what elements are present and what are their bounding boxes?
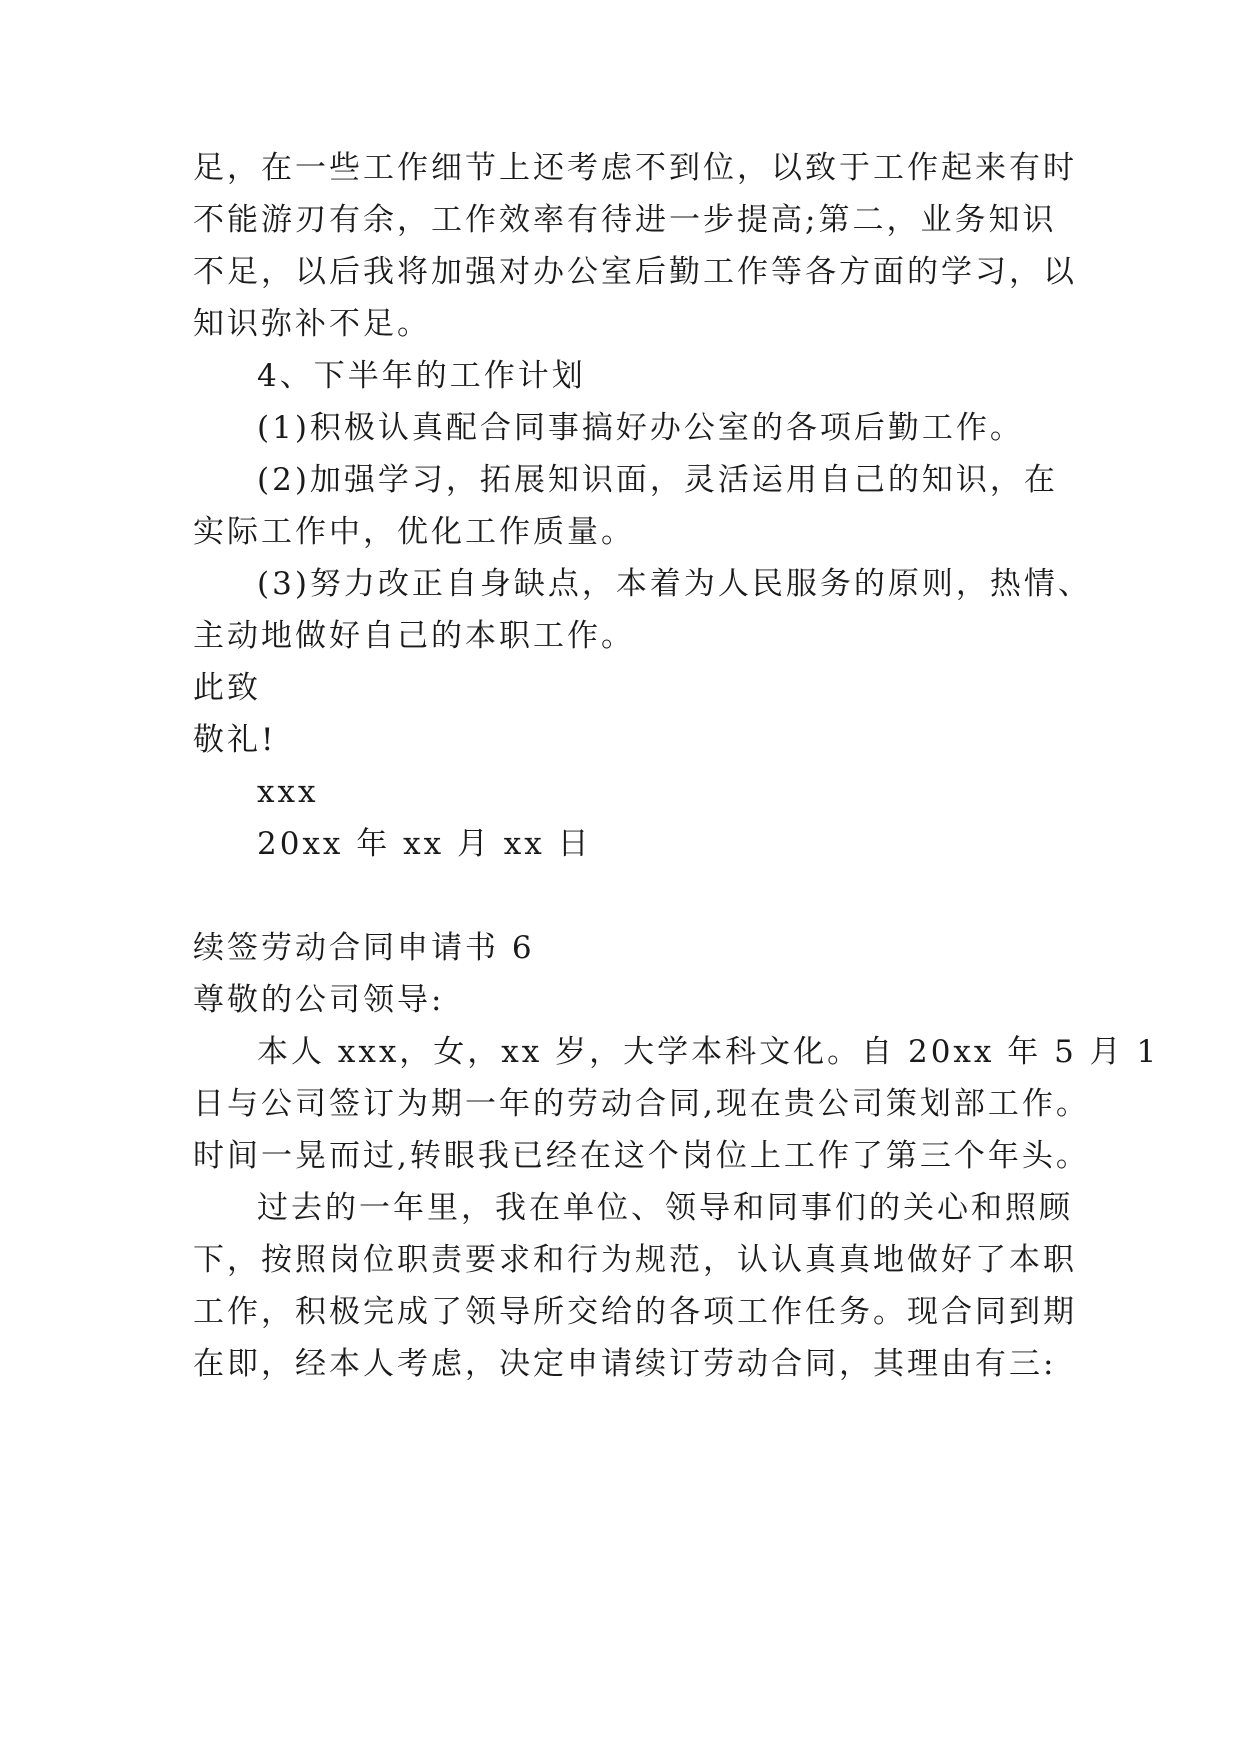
closing-line: 此致	[193, 670, 261, 706]
plan-item-line: (2)加强学习，拓展知识面，灵活运用自己的知识，在	[257, 462, 1058, 498]
letter-title: 续签劳动合同申请书 6	[193, 930, 535, 966]
paragraph-line: 本人 xxx，女，xx 岁，大学本科文化。自 20xx 年 5 月 1	[257, 1034, 1160, 1070]
paragraph-line: 足，在一些工作细节上还考虑不到位，以致于工作起来有时	[193, 150, 1077, 186]
salutation: 尊敬的公司领导:	[193, 982, 445, 1018]
paragraph-line: 不足，以后我将加强对办公室后勤工作等各方面的学习，以	[193, 254, 1077, 290]
paragraph-line: 下，按照岗位职责要求和行为规范，认认真真地做好了本职	[193, 1242, 1077, 1278]
paragraph-line: 不能游刃有余，工作效率有待进一步提高;第二，业务知识	[193, 202, 1057, 238]
paragraph-line: 在即，经本人考虑，决定申请续订劳动合同，其理由有三:	[193, 1346, 1057, 1382]
closing-line: 敬礼!	[193, 722, 277, 758]
signature: xxx	[257, 774, 319, 810]
paragraph-line: 工作，积极完成了领导所交给的各项工作任务。现合同到期	[193, 1294, 1077, 1330]
section-heading: 4、下半年的工作计划	[257, 358, 586, 394]
plan-item-line: (1)积极认真配合同事搞好办公室的各项后勤工作。	[257, 410, 1024, 446]
plan-item-line: 主动地做好自己的本职工作。	[193, 618, 635, 654]
date: 20xx 年 xx 月 xx 日	[257, 826, 592, 862]
paragraph-line: 时间一晃而过,转眼我已经在这个岗位上工作了第三个年头。	[193, 1138, 1090, 1174]
paragraph-line: 过去的一年里，我在单位、领导和同事们的关心和照顾	[257, 1190, 1073, 1226]
plan-item-line: 实际工作中，优化工作质量。	[193, 514, 635, 550]
paragraph-line: 日与公司签订为期一年的劳动合同,现在贵公司策划部工作。	[193, 1086, 1090, 1122]
plan-item-line: (3)努力改正自身缺点，本着为人民服务的原则，热情、	[257, 566, 1092, 602]
paragraph-line: 知识弥补不足。	[193, 306, 431, 342]
